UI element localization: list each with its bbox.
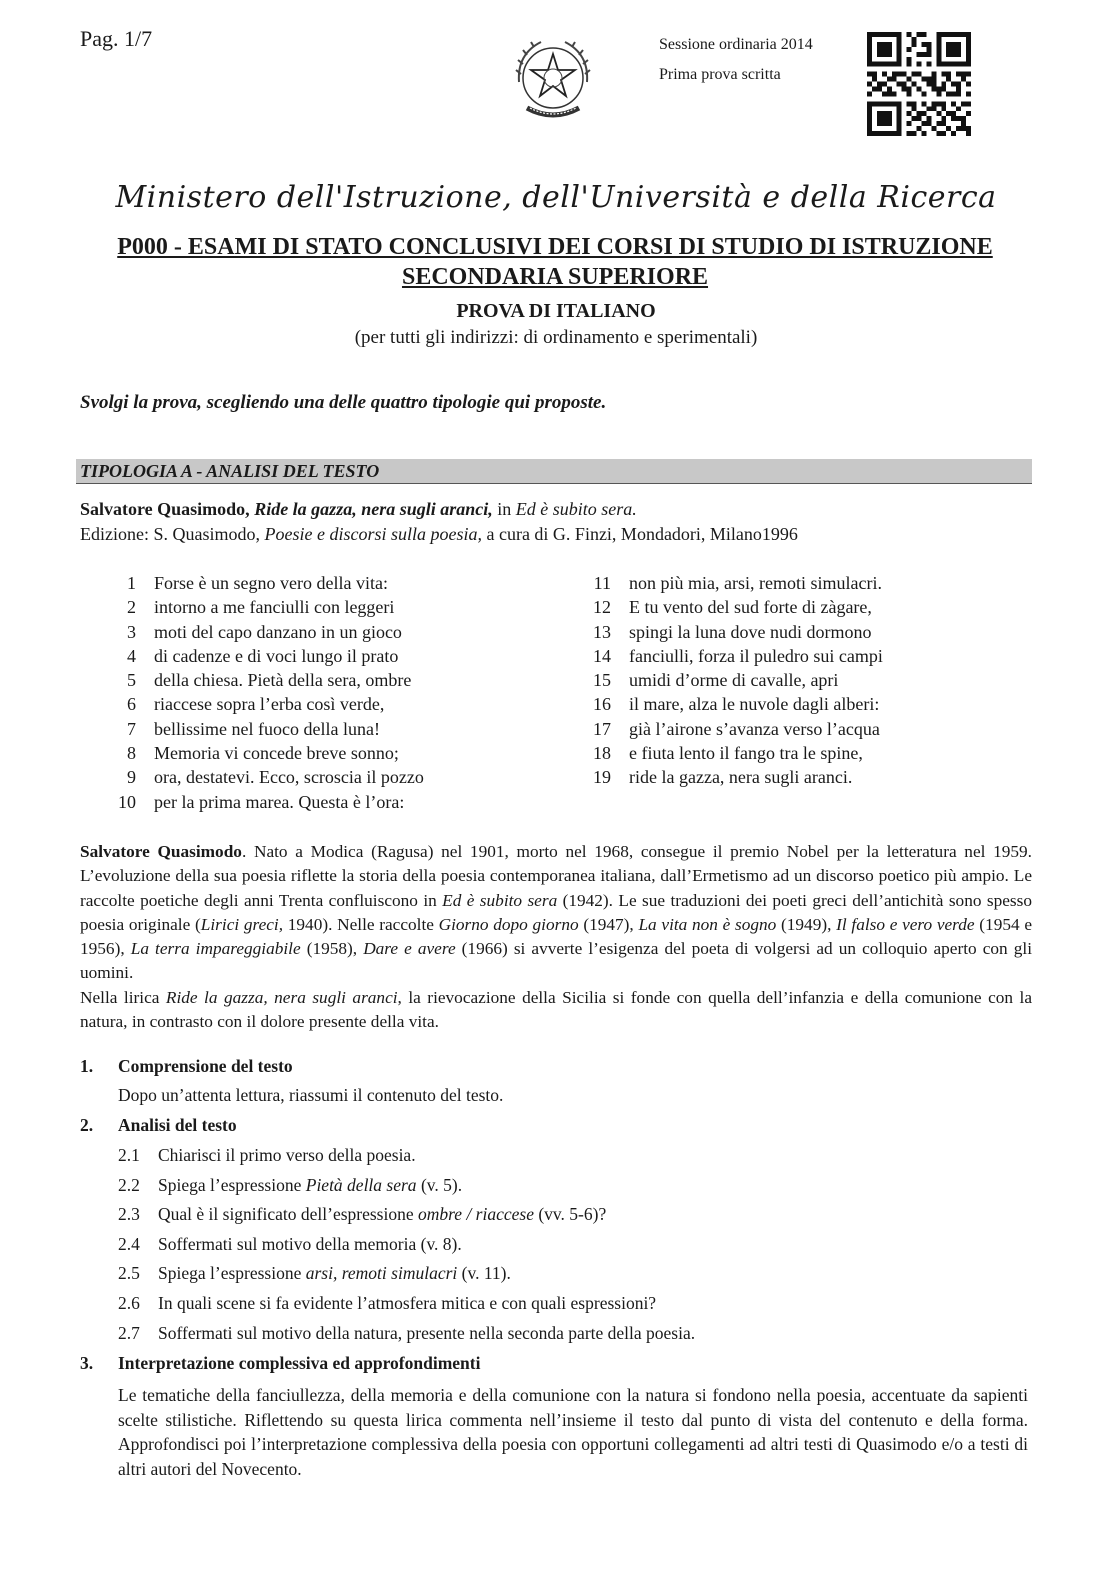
poem-line — [80, 717, 424, 741]
sub-question-number: 2.5 — [118, 1263, 140, 1284]
poem-column-left — [80, 571, 424, 814]
poem-line — [80, 620, 424, 644]
question-number: 1. — [80, 1056, 94, 1076]
exam-title-line-1: P000 - ESAMI DI STATO CONCLUSIVI DEI CORSI DI STUDIO DI ISTRUZIONE — [117, 234, 993, 260]
line-text: Memoria vi concede breve sonno; — [154, 743, 399, 764]
question-title: Analisi del testo — [118, 1115, 237, 1135]
line-number: 18 — [593, 743, 611, 764]
sub-question-number: 2.3 — [118, 1204, 140, 1225]
line-number: 19 — [593, 767, 611, 788]
line-text: non più mia, arsi, remoti simulacri. — [629, 573, 882, 593]
bio-note: Nella lirica Ride la gazza, nera sugli aranci, la rievocazione della Sicilia si fonde con quella dell’infanzia e della comunione con la natura, in contrasto con il dolore presente della vita. — [80, 987, 1032, 1032]
line-text: per la prima marea. Questa è l’ora: — [154, 791, 405, 812]
line-text: umidi d’orme di cavalle, apri — [629, 670, 839, 691]
line-number: 12 — [593, 597, 611, 618]
line-number: 5 — [127, 670, 136, 691]
poem-line — [555, 571, 883, 595]
sub-question — [118, 1234, 462, 1255]
sub-question-text: Chiarisci il primo verso della poesia. — [158, 1145, 416, 1165]
poem-line — [80, 644, 424, 668]
question-text: Le tematiche della fanciullezza, della memoria e della comunione con la natura si fondono nella poesia, accentuate da sapienti scelte stilistiche. Riflettendo su questa lirica commenta nell’insieme il testo dal punto di vista del contenuto e della forma. Approfondisci poi l’interpretazione complessiva della poesia con opportuni collegamenti ad altri testi di Quasimodo e/o a testi di altri autori del Novecento. — [118, 1385, 1028, 1479]
poem-line — [555, 620, 883, 644]
line-number: 13 — [593, 621, 611, 642]
line-number: 7 — [127, 718, 136, 739]
line-number: 8 — [127, 743, 136, 764]
sub-question — [118, 1293, 656, 1314]
line-number: 1 — [127, 573, 136, 593]
poem-line — [80, 692, 424, 716]
session-info — [659, 30, 813, 90]
sub-question — [118, 1204, 606, 1225]
line-text: ride la gazza, nera sugli aranci. — [629, 767, 853, 788]
poem-line — [555, 765, 883, 789]
sub-question — [118, 1145, 416, 1166]
poem-in: in — [492, 499, 516, 519]
exam-title-line-2: SECONDARIA SUPERIORE — [401, 264, 709, 290]
line-text: spingi la luna dove nudi dormono — [629, 621, 872, 642]
poem-title: Ride la gazza, nera sugli aranci, — [254, 499, 493, 519]
line-text: di cadenze e di voci lungo il prato — [154, 645, 399, 666]
sub-question-number: 2.4 — [118, 1233, 140, 1254]
poem-column-right — [555, 571, 883, 790]
sub-question-text: In quali scene si fa evidente l’atmosfera mitica e con quali espressioni? — [158, 1293, 657, 1313]
page-number: Pag. 1/7 — [80, 26, 153, 51]
poem-source — [80, 497, 798, 547]
author-biography — [80, 840, 1032, 1034]
sub-question-text: Soffermati sul motivo della natura, presente nella seconda parte della poesia. — [158, 1322, 696, 1343]
sub-question-number: 2.2 — [118, 1174, 140, 1195]
sub-question-number: 2.7 — [118, 1322, 140, 1343]
sub-question-text: Spiega l’espressione arsi, remoti simulacri (v. 11). — [158, 1263, 511, 1284]
prova-title: PROVA DI ITALIANO — [456, 300, 656, 322]
question-title: Comprensione del testo — [118, 1056, 293, 1076]
line-text: E tu vento del sud forte di zàgare, — [629, 597, 872, 618]
poem-line — [555, 644, 883, 668]
line-number: 4 — [127, 645, 136, 666]
line-text: Forse è un segno vero della vita: — [154, 573, 388, 593]
poem-line — [80, 668, 424, 692]
line-number: 9 — [127, 767, 136, 788]
poem-author: Salvatore Quasimodo, — [80, 499, 250, 519]
qr-code — [866, 32, 972, 136]
line-number: 15 — [593, 670, 611, 691]
exam-title — [76, 232, 1034, 292]
prova-type-label: Prima prova scritta — [659, 66, 781, 83]
line-text: il mare, alza le nuvole dagli alberi: — [629, 694, 880, 715]
line-text: intorno a me fanciulli con leggeri — [154, 597, 395, 618]
line-text: riaccese sopra l’erba così verde, — [154, 694, 385, 715]
sub-question-number: 2.6 — [118, 1293, 140, 1313]
line-number: 11 — [593, 573, 611, 593]
line-text: già l’airone s’avanza verso l’acqua — [629, 718, 880, 739]
poem-line — [80, 790, 424, 814]
sub-question — [118, 1175, 462, 1196]
poem-line — [555, 717, 883, 741]
line-text: bellissime nel fuoco della luna! — [154, 718, 380, 739]
line-number: 10 — [118, 791, 136, 812]
poem-line — [80, 741, 424, 765]
line-text: ora, destatevi. Ecco, scroscia il pozzo — [154, 767, 424, 788]
poem-collection: Ed è subito sera. — [515, 499, 637, 519]
sub-question-text: Spiega l’espressione Pietà della sera (v. 5). — [158, 1174, 463, 1195]
question-text: Dopo un’attenta lettura, riassumi il contenuto del testo. — [118, 1085, 504, 1105]
sub-question-text: Qual è il significato dell’espressione ombre / riaccese (vv. 5-6)? — [158, 1204, 607, 1225]
line-number: 3 — [127, 621, 136, 642]
sub-question-number: 2.1 — [118, 1145, 140, 1165]
poem-line — [80, 765, 424, 789]
session-label: Sessione ordinaria 2014 — [659, 36, 813, 53]
prova-subtitle: (per tutti gli indirizzi: di ordinamento e sperimentali) — [354, 327, 758, 348]
sub-question — [118, 1263, 511, 1284]
sub-question — [118, 1323, 695, 1344]
italian-republic-emblem — [507, 34, 599, 126]
poem-line — [555, 741, 883, 765]
line-text: della chiesa. Pietà della sera, ombre — [154, 670, 412, 691]
ministry-title: Ministero dell'Istruzione, dell'Università e della Ricerca — [115, 180, 997, 215]
line-number: 14 — [593, 645, 611, 666]
line-text: moti del capo danzano in un gioco — [154, 621, 402, 642]
poem-line — [555, 595, 883, 619]
question-title: Interpretazione complessiva ed approfondimenti — [118, 1353, 481, 1373]
instruction: Svolgi la prova, scegliendo una delle quattro tipologie qui proposte. — [80, 392, 607, 413]
poem-citation — [80, 497, 798, 522]
line-number: 6 — [127, 694, 136, 715]
sub-question-text: Soffermati sul motivo della memoria (v. 8). — [158, 1233, 462, 1254]
line-number: 16 — [593, 694, 611, 715]
line-text: e fiuta lento il fango tra le spine, — [629, 743, 863, 764]
poem-line — [555, 668, 883, 692]
section-title: TIPOLOGIA A - ANALISI DEL TESTO — [80, 461, 380, 481]
line-number: 17 — [593, 718, 611, 739]
poem-line — [555, 692, 883, 716]
line-text: fanciulli, forza il puledro sui campi — [629, 645, 883, 666]
question-number: 2. — [80, 1115, 94, 1135]
poem-line — [80, 595, 424, 619]
question-number: 3. — [80, 1353, 94, 1373]
poem-edition: Edizione: S. Quasimodo, Poesie e discorsi sulla poesia, a cura di G. Finzi, Mondadori, Milano1996 — [80, 524, 798, 544]
poem-line — [80, 571, 424, 595]
line-number: 2 — [127, 597, 136, 618]
bio-paragraph: Salvatore Quasimodo. Nato a Modica (Ragusa) nel 1901, morto nel 1968, consegue il premio Nobel per la letteratura nel 1959. L’evoluzione della sua poesia riflette la storia della poesia contemporanea italiana, dall’Ermetismo ad un discorso poetico più ampio. Le raccolte poetiche degli anni Trenta confluiscono in Ed è subito sera (1942). Le sue traduzioni dei poeti greci dell’antichità sono spesso poesia originale (Lirici greci, 1940). Nelle raccolte Giorno dopo giorno (1947), La vita non è sogno (1949), Il falso e vero verde (1954 e 1956), La terra impareggiabile (1958), Dare e avere (1966) si avverte l’esigenza del poeta di volgersi ad un colloquio aperto con gli uomini. — [80, 842, 1032, 983]
